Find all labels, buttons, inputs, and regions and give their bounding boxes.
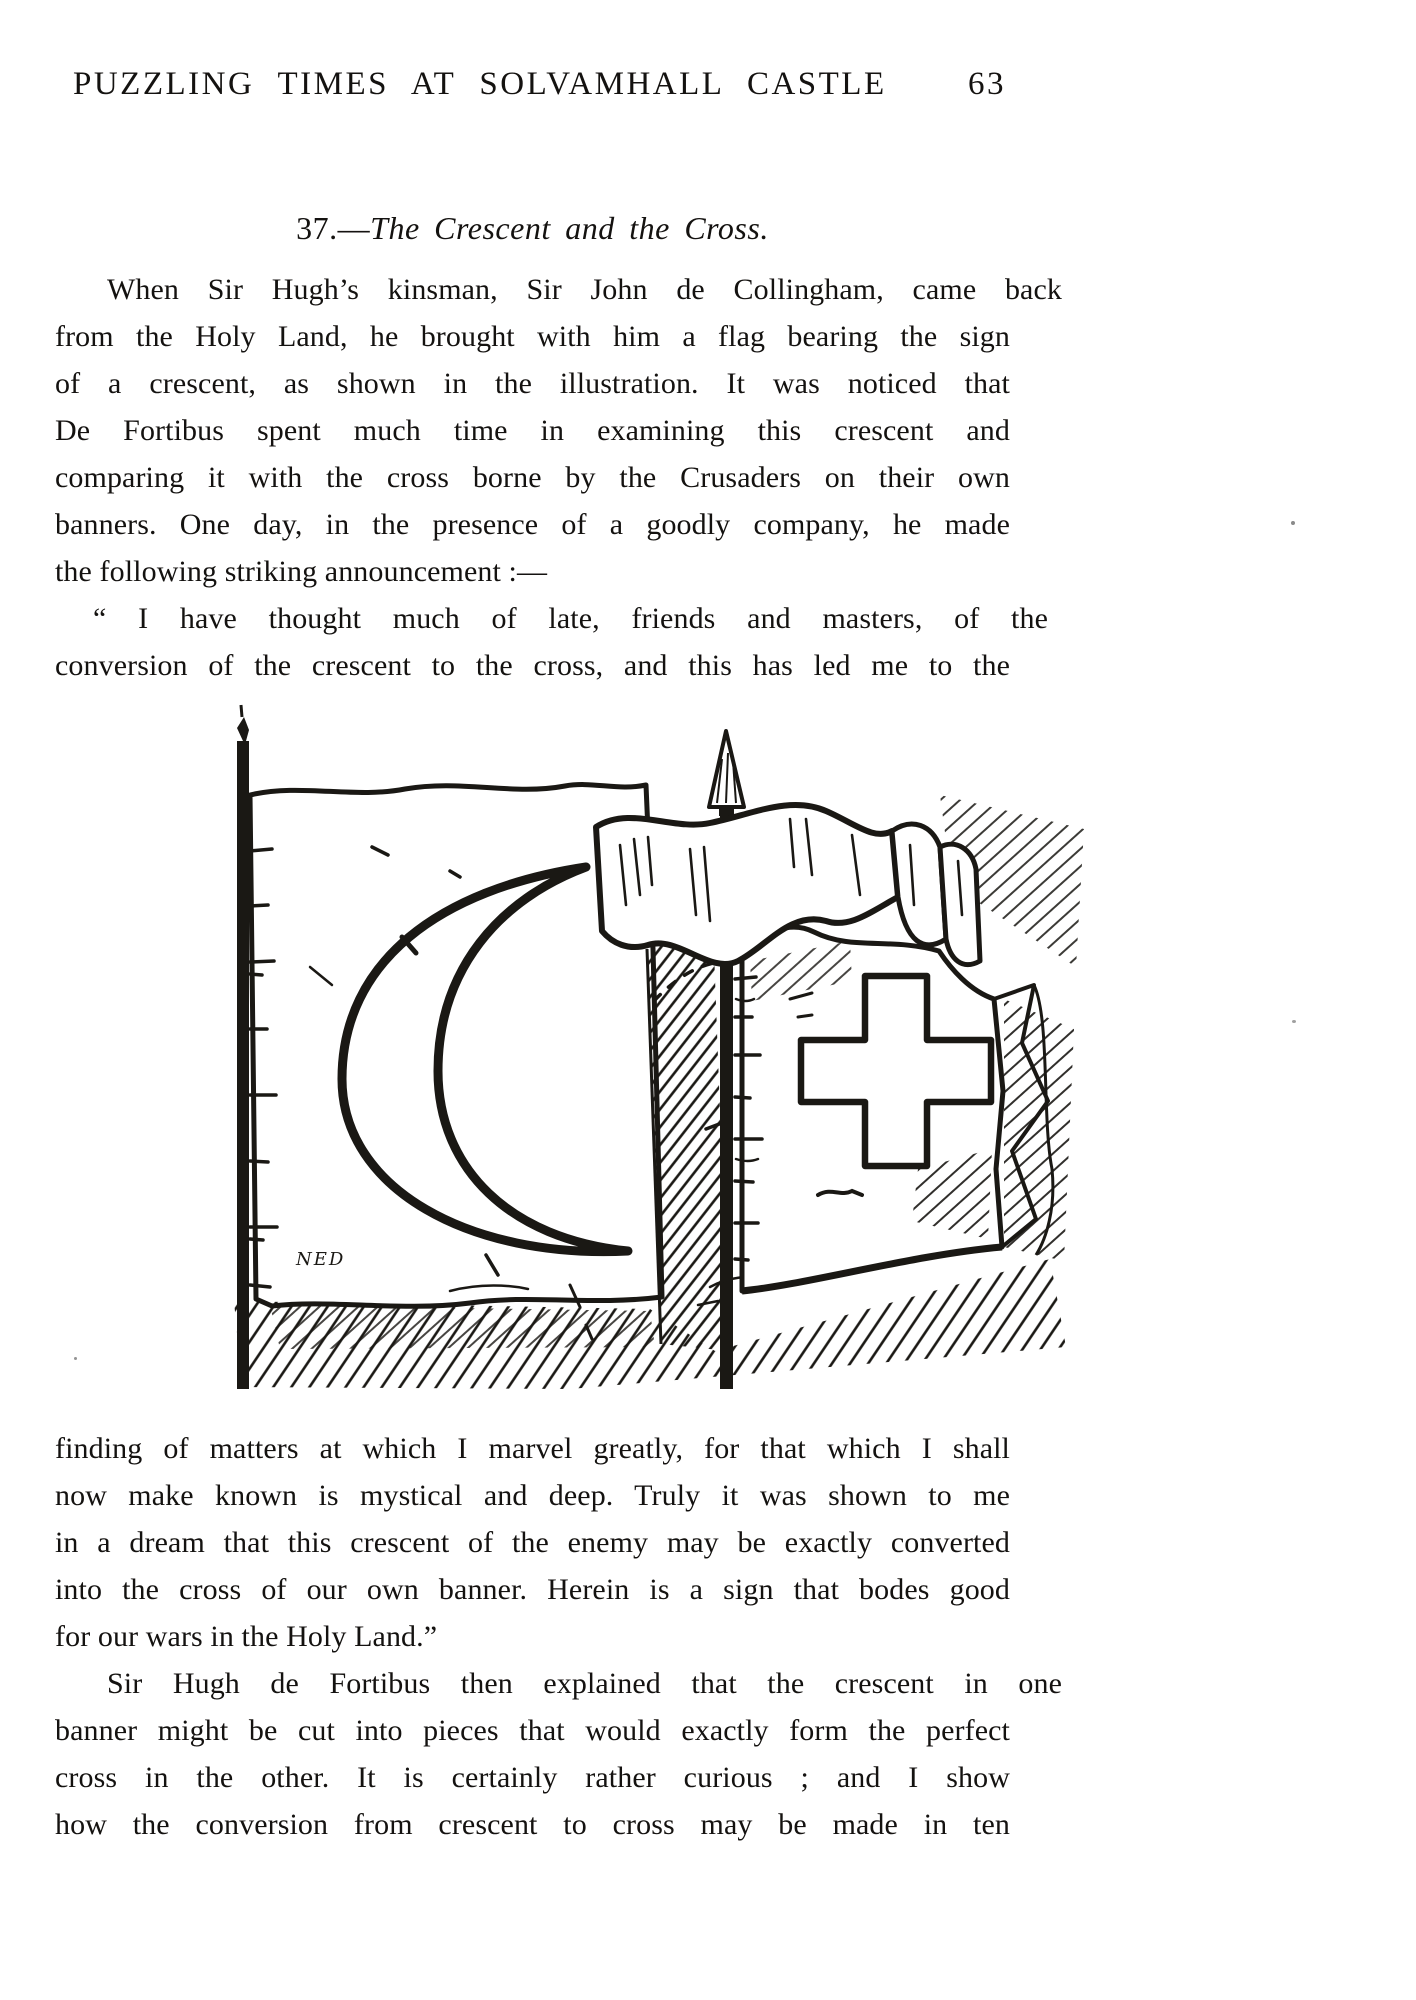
text-line: from the Holy Land, he brought with him a flag bearing the sign: [55, 320, 1010, 353]
text-line: conversion of the crescent to the cross, and this has led me to the: [55, 649, 1010, 682]
puzzle-title: [55, 206, 1010, 250]
page-number: 63: [968, 66, 1006, 102]
text-line: banners. One day, in the presence of a goodly company, he made: [55, 508, 1010, 541]
text-line: Sir Hugh de Fortibus then explained that the crescent in one: [107, 1667, 1062, 1700]
text-line: the following striking announcement :—: [55, 555, 548, 588]
text-line: When Sir Hugh’s kinsman, Sir John de Collingham, came back: [107, 273, 1062, 306]
text-line: into the cross of our own banner. Herein is a sign that bodes good: [55, 1573, 1010, 1606]
text-line: for our wars in the Holy Land.”: [55, 1620, 438, 1653]
body-text-continued: [55, 1425, 1062, 1848]
puzzle-title-text: The Crescent and the Cross.: [370, 210, 769, 246]
scan-speck: [74, 1357, 77, 1360]
crescent-and-cross-illustration: [150, 699, 1090, 1399]
artist-signature: NED: [296, 1249, 346, 1270]
text-line: banner might be cut into pieces that would exactly form the perfect: [55, 1714, 1010, 1747]
text-line: De Fortibus spent much time in examining this crescent and: [55, 414, 1010, 447]
scan-speck: [1292, 1020, 1296, 1023]
running-header: [55, 64, 1010, 104]
running-header-title: PUZZLING TIMES AT SOLVAMHALL CASTLE: [73, 66, 887, 102]
flags-drawing: [150, 699, 1090, 1399]
text-line: cross in the other. It is certainly rather curious ; and I show: [55, 1761, 1010, 1794]
scan-speck: [1291, 521, 1295, 525]
puzzle-number: 37.—: [296, 210, 371, 246]
text-line: how the conversion from crescent to cross may be made in ten: [55, 1808, 1010, 1841]
text-line: comparing it with the cross borne by the Crusaders on their own: [55, 461, 1010, 494]
text-line: in a dream that this crescent of the enemy may be exactly converted: [55, 1526, 1010, 1559]
text-line: “ I have thought much of late, friends and masters, of the: [93, 602, 1048, 635]
text-line: now make known is mystical and deep. Truly it was shown to me: [55, 1479, 1010, 1512]
text-line: of a crescent, as shown in the illustration. It was noticed that: [55, 367, 1010, 400]
text-line: finding of matters at which I marvel greatly, for that which I shall: [55, 1432, 1010, 1465]
body-text: [55, 266, 1062, 689]
